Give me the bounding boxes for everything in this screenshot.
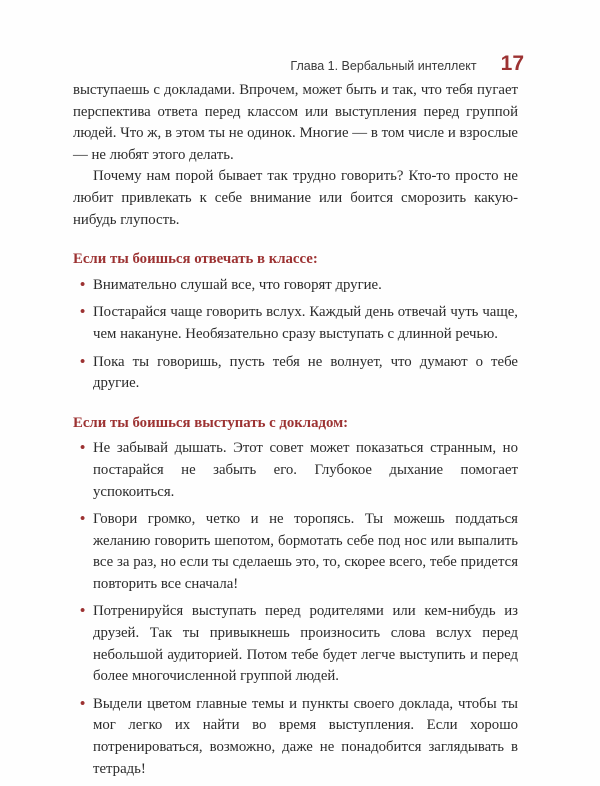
list-item <box>73 438 518 503</box>
list-item <box>73 694 518 780</box>
bullet-list <box>73 275 518 395</box>
bullet-icon: • <box>80 695 86 712</box>
page-content <box>73 80 518 786</box>
list-item <box>73 302 518 345</box>
list-item-text: Потренируйся выступать перед родителями или кем-нибудь из друзей. Так ты привыкнешь произносить слова вслух перед небольшой аудиторией. Потом тебе будет легче выступить и перед более многочисленной группой людей. <box>93 603 518 685</box>
paragraph-continued: выступаешь с докладами. Впрочем, может быть и так, что тебя пугает перспектива ответа перед классом или выступления перед группой людей. Что ж, в этом ты не одинок. Многие — в том числе и взрослые — не любят этого делать. <box>73 82 518 163</box>
paragraph: Почему нам порой бывает так трудно говорить? Кто-то просто не любит привлекать к себе внимание или боится сморозить какую-нибудь глупость. <box>73 168 518 228</box>
chapter-title: Глава 1. Вербальный интеллект <box>290 59 477 73</box>
list-item <box>73 275 518 297</box>
section-class-answers <box>73 249 518 395</box>
page-number: 17 <box>500 52 524 75</box>
list-item <box>73 352 518 395</box>
bullet-icon: • <box>80 603 86 620</box>
bullet-icon: • <box>80 304 86 321</box>
list-item <box>73 509 518 595</box>
bullet-list <box>73 438 518 780</box>
list-item-text: Выдели цветом главные темы и пункты своего доклада, чтобы ты мог легко их найти во время выступления. Если хорошо потренироваться, возможно, даже не понадобится заглядывать в тетрадь! <box>93 695 518 777</box>
bullet-icon: • <box>80 440 86 457</box>
list-item-text: Постарайся чаще говорить вслух. Каждый день отвечай чуть чаще, чем накануне. Необязательно сразу выступать с длинной речью. <box>93 304 518 342</box>
bullet-icon: • <box>80 276 86 293</box>
list-item-text: Говори громко, четко и не торопясь. Ты можешь поддаться желанию говорить шепотом, бормотать себе под нос или выпалить все за раз, но если ты сделаешь это, то, скорее всего, тебе придется повторить все сначала! <box>93 511 518 592</box>
section-presentations <box>73 413 518 781</box>
list-item <box>73 601 518 687</box>
list-item-text: Не забывай дышать. Этот совет может показаться странным, но постарайся не забыть его. Глубокое дыхание помогает успокоиться. <box>93 440 518 500</box>
section-heading: Если ты боишься выступать с докладом: <box>73 414 349 431</box>
list-item-text: Пока ты говоришь, пусть тебя не волнует, что думают о тебе другие. <box>93 353 518 392</box>
bullet-icon: • <box>80 353 86 370</box>
bullet-icon: • <box>80 511 86 528</box>
running-head <box>290 52 524 76</box>
section-heading: Если ты боишься отвечать в классе: <box>73 251 318 268</box>
list-item-text: Внимательно слушай все, что говорят другие. <box>93 276 382 293</box>
